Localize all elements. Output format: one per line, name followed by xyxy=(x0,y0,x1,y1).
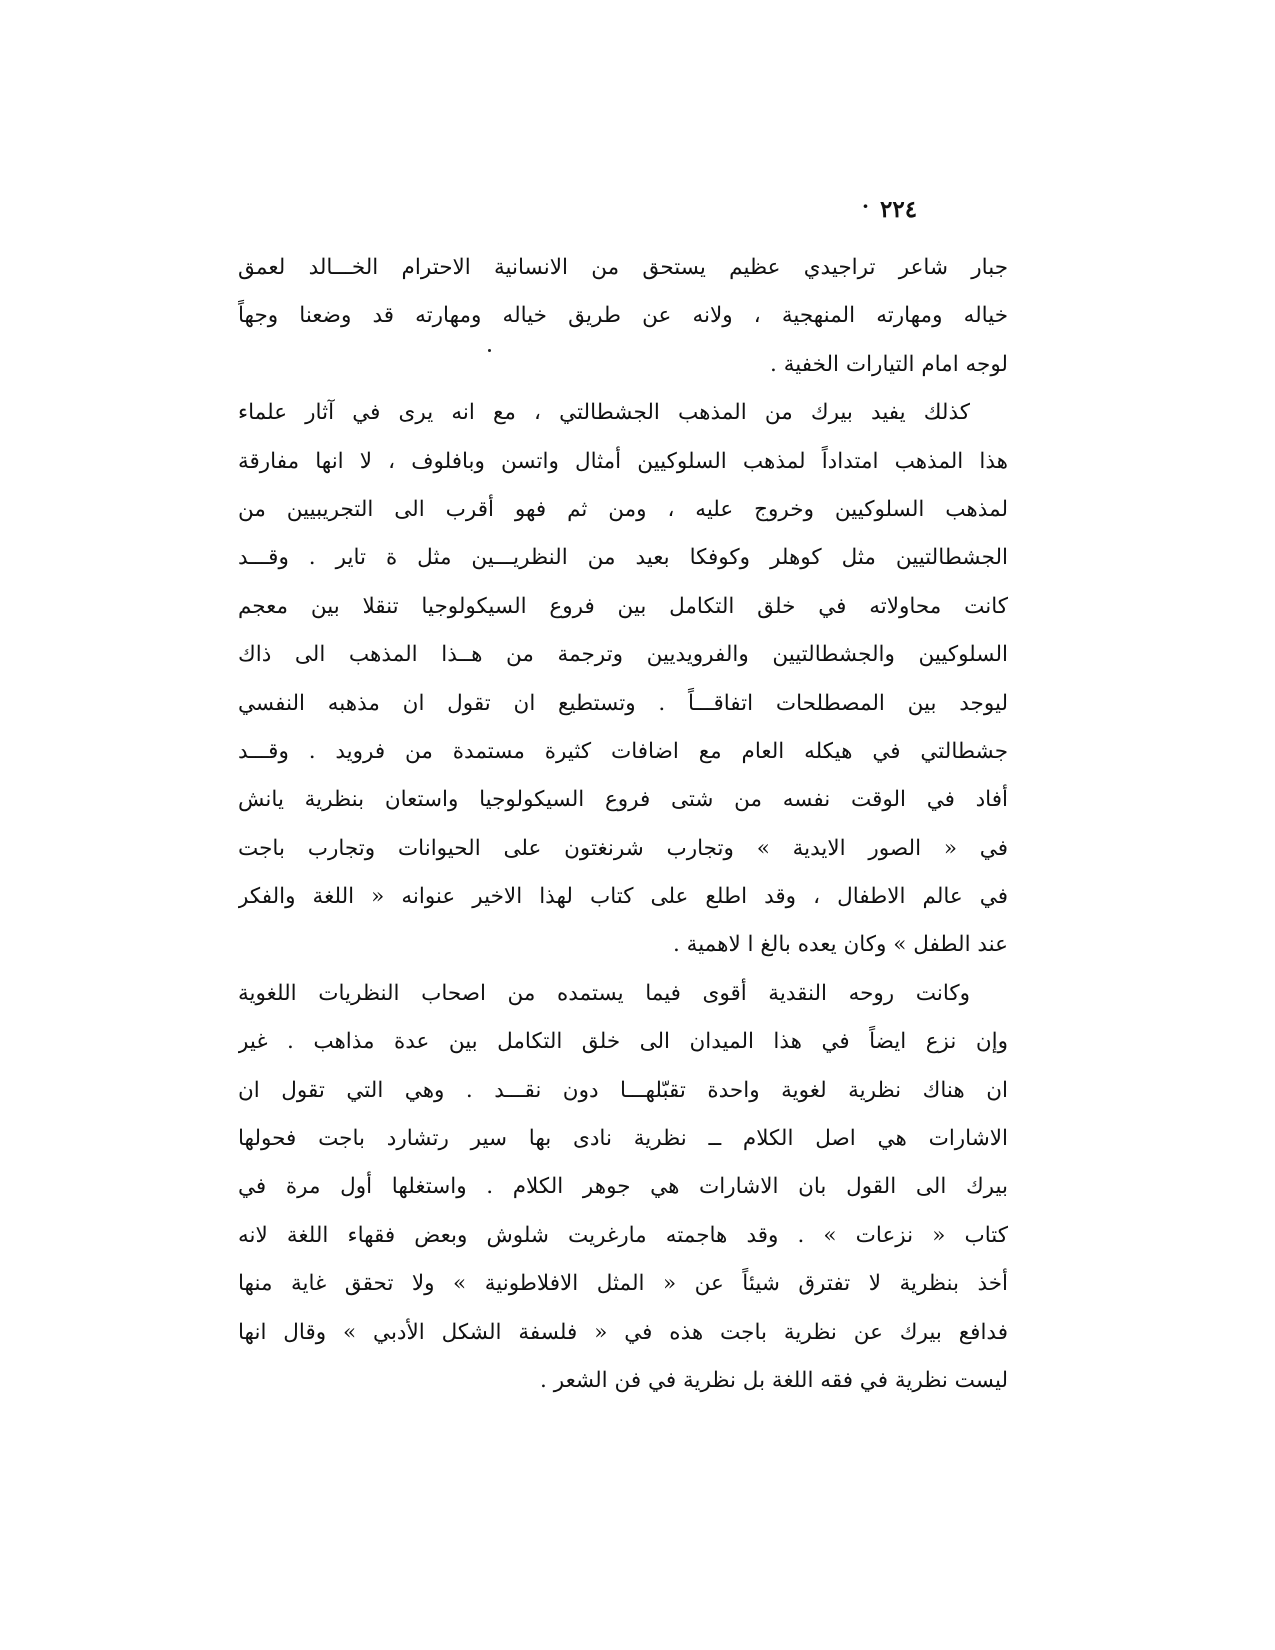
text-line: هذا المذهب امتداداً لمذهب السلوكيين أمثال واتسن وبافلوف ، لا انها مفارقة xyxy=(238,448,1008,474)
paragraph-3 xyxy=(238,970,1008,1406)
page-number: · ٢٢٤ xyxy=(880,196,960,223)
text-line: كذلك يفيد بيرك من المذهب الجشطالتي ، مع انه يرى في آثار علماء xyxy=(238,400,970,426)
text-line: في « الصور الايدية » وتجارب شرنغتون على الحيوانات وتجارب باجت xyxy=(238,835,1008,861)
body-text xyxy=(238,244,1008,1405)
text-line: كانت محاولاته في خلق التكامل بين فروع السيكولوجيا تنقلا بين معجم xyxy=(238,593,1008,619)
text-line: لمذهب السلوكيين وخروج عليه ، ومن ثم فهو أقرب الى التجريبيين من xyxy=(238,496,1008,522)
text-line: وكانت روحه النقدية أقوى فيما يستمده من اصحاب النظريات اللغوية xyxy=(238,980,970,1006)
text-line: أخذ بنظرية لا تفترق شيئاً عن « المثل الافلاطونية » ولا تحقق غاية منها xyxy=(238,1271,1008,1297)
text-line: لوجه امام التيارات الخفية . xyxy=(770,351,1008,377)
text-line: عند الطفل » وكان يعده بالغ ا لاهمية . xyxy=(673,932,1008,958)
text-line: ان هناك نظرية لغوية واحدة تقبّلهـــا دون نقـــد . وهي التي تقول ان xyxy=(238,1077,1008,1103)
text-line: في عالم الاطفال ، وقد اطلع على كتاب لهذا الاخير عنوانه « اللغة والفكر xyxy=(238,884,1008,910)
text-line: كتاب « نزعات » . وقد هاجمته مارغريت شلوش وبعض فقهاء اللغة لانه xyxy=(238,1222,1008,1248)
text-line: السلوكيين والجشطالتيين والفرويديين وترجمة من هــذا المذهب الى ذاك xyxy=(238,642,1008,668)
text-line: ليست نظرية في فقه اللغة بل نظرية في فن الشعر . xyxy=(540,1367,1008,1393)
text-line: أفاد في الوقت نفسه من شتى فروع السيكولوجيا واستعان بنظرية يانش xyxy=(238,787,1008,813)
text-line: الجشطالتيين مثل كوهلر وكوفكا بعيد من النظريـــين مثل ة تاير . وقـــد xyxy=(238,545,1008,571)
text-line: بيرك الى القول بان الاشارات هي جوهر الكلام . واستغلها أول مرة في xyxy=(238,1174,1008,1200)
text-line: خياله ومهارته المنهجية ، ولانه عن طريق خياله ومهارته قد وضعنا وجهاً xyxy=(238,303,1008,329)
paragraph-1 xyxy=(238,244,1008,389)
text-line: فدافع بيرك عن نظرية باجت هذه في « فلسفة الشكل الأدبي » وقال انها xyxy=(238,1319,1008,1345)
text-line: وإن نزع ايضاً في هذا الميدان الى خلق التكامل بين عدة مذاهب . غير xyxy=(238,1029,1008,1055)
paragraph-2 xyxy=(238,389,1008,970)
text-line: ليوجد بين المصطلحات اتفاقـــاً . وتستطيع ان تقول ان مذهبه النفسي xyxy=(238,690,1008,716)
text-line: الاشارات هي اصل الكلام ــ نظرية نادى بها سير رتشارد باجت فحولها xyxy=(238,1126,1008,1152)
text-line: جشطالتي في هيكله العام مع اضافات كثيرة مستمدة من فرويد . وقـــد xyxy=(238,738,1008,764)
text-line: جبار شاعر تراجيدي عظيم يستحق من الانسانية الاحترام الخـــالد لعمق xyxy=(238,255,1008,280)
